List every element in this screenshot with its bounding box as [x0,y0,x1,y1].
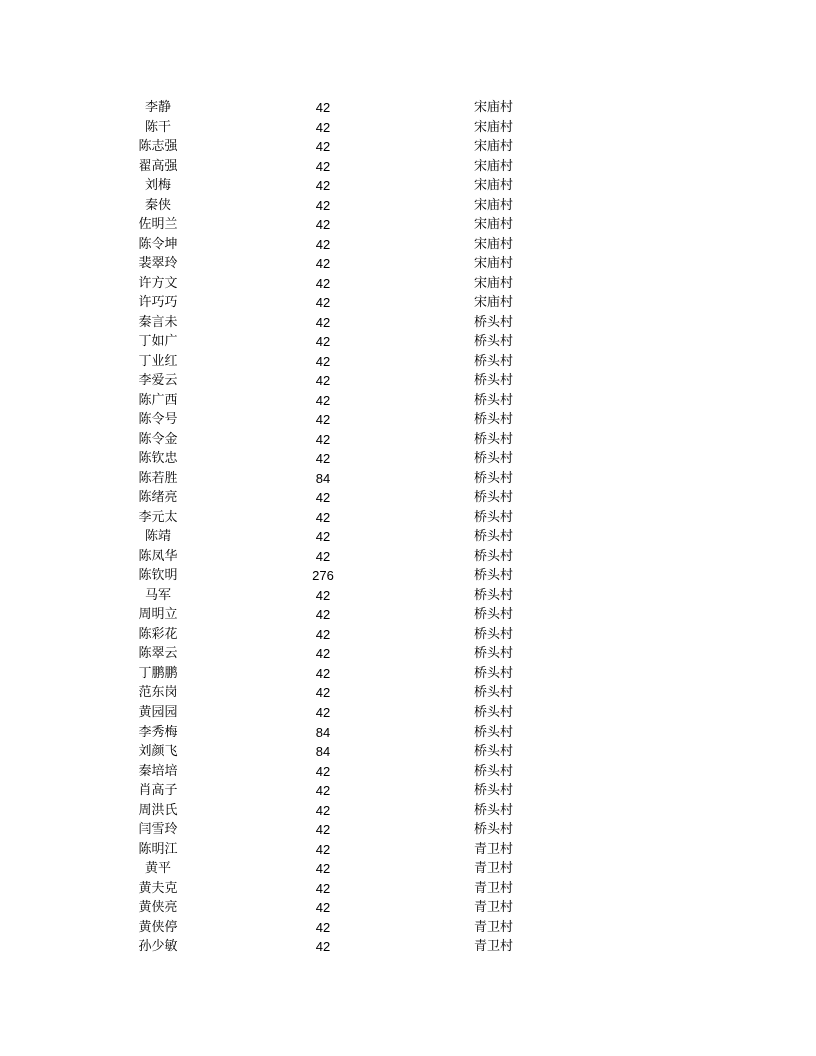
table-row [0,898,816,918]
amount-cell: 42 [315,314,331,330]
name-cell: 陈志强 [138,139,178,155]
name-cell: 黄园园 [138,704,178,720]
village-cell: 宋庙村 [474,139,514,155]
name-cell: 刘颜飞 [138,744,178,760]
amount-cell: 42 [315,587,331,603]
name-cell: 丁业红 [138,353,178,369]
name-cell: 陈令坤 [138,236,178,252]
village-cell: 桥头村 [474,451,514,467]
village-cell: 青卫村 [474,919,514,935]
table-row [0,566,816,586]
name-cell: 黄侠亮 [138,900,178,916]
table-row [0,215,816,235]
village-cell: 桥头村 [474,783,514,799]
name-cell: 许方文 [138,275,178,291]
village-cell: 桥头村 [474,607,514,623]
name-cell: 陈若胜 [138,470,178,486]
village-cell: 宋庙村 [474,197,514,213]
amount-cell: 42 [315,646,331,662]
amount-cell: 42 [315,334,331,350]
village-cell: 桥头村 [474,685,514,701]
name-cell: 马军 [144,587,171,603]
amount-cell: 42 [315,295,331,311]
amount-cell: 42 [315,412,331,428]
amount-cell: 42 [315,607,331,623]
village-cell: 青卫村 [474,939,514,955]
amount-cell: 42 [315,100,331,115]
village-cell: 桥头村 [474,509,514,525]
village-cell: 宋庙村 [474,217,514,233]
table-row [0,274,816,294]
village-cell: 桥头村 [474,744,514,760]
village-cell: 宋庙村 [474,100,514,115]
name-cell: 陈令号 [138,412,178,428]
amount-cell: 42 [315,392,331,408]
village-cell: 桥头村 [474,763,514,779]
amount-cell: 42 [315,802,331,818]
village-cell: 桥头村 [474,470,514,486]
table-row [0,644,816,664]
table-row [0,508,816,528]
name-cell: 周明立 [138,607,178,623]
name-cell: 秦侠 [144,197,171,213]
village-cell: 桥头村 [474,587,514,603]
name-cell: 李元太 [138,509,178,525]
village-cell: 桥头村 [474,802,514,818]
table-row [0,820,816,840]
data-table [0,98,816,957]
table-row [0,605,816,625]
village-cell: 宋庙村 [474,158,514,174]
table-row [0,430,816,450]
amount-cell: 42 [315,275,331,291]
name-cell: 孙少敏 [138,939,178,955]
name-cell: 黄平 [144,861,171,877]
table-row [0,293,816,313]
amount-cell: 42 [315,353,331,369]
table-row [0,157,816,177]
village-cell: 青卫村 [474,880,514,896]
table-row [0,410,816,430]
amount-cell: 42 [315,822,331,838]
name-cell: 周洪氏 [138,802,178,818]
amount-cell: 42 [315,841,331,857]
amount-cell: 42 [315,158,331,174]
name-cell: 秦言未 [138,314,178,330]
name-cell: 李爱云 [138,373,178,389]
name-cell: 秦培培 [138,763,178,779]
village-cell: 桥头村 [474,822,514,838]
amount-cell: 42 [315,685,331,701]
village-cell: 青卫村 [474,900,514,916]
table-row [0,840,816,860]
name-cell: 陈干 [144,119,171,135]
village-cell: 桥头村 [474,353,514,369]
name-cell: 肖高子 [138,783,178,799]
village-cell: 桥头村 [474,431,514,447]
amount-cell: 42 [315,704,331,720]
table-row [0,781,816,801]
amount-cell: 42 [315,217,331,233]
amount-cell: 42 [315,861,331,877]
village-cell: 宋庙村 [474,275,514,291]
table-row [0,801,816,821]
name-cell: 陈彩花 [138,626,178,642]
name-cell: 陈广西 [138,392,178,408]
village-cell: 桥头村 [474,334,514,350]
village-cell: 桥头村 [474,724,514,740]
amount-cell: 42 [315,665,331,681]
name-cell: 陈凤华 [138,548,178,564]
name-cell: 陈钦忠 [138,451,178,467]
amount-cell: 42 [315,197,331,213]
amount-cell: 42 [315,451,331,467]
amount-cell: 42 [315,783,331,799]
amount-cell: 42 [315,880,331,896]
name-cell: 翟高强 [138,158,178,174]
table-row [0,742,816,762]
amount-cell: 42 [315,763,331,779]
village-cell: 宋庙村 [474,256,514,272]
village-cell: 桥头村 [474,392,514,408]
table-row [0,235,816,255]
amount-cell: 42 [315,256,331,272]
amount-cell: 42 [315,900,331,916]
village-cell: 桥头村 [474,548,514,564]
amount-cell: 42 [315,139,331,155]
name-cell: 黄侠停 [138,919,178,935]
table-row [0,703,816,723]
table-row [0,137,816,157]
amount-cell: 84 [315,744,331,760]
name-cell: 丁如广 [138,334,178,350]
amount-cell: 42 [315,178,331,194]
amount-cell: 42 [315,626,331,642]
table-row [0,313,816,333]
name-cell: 许巧巧 [138,295,178,311]
village-cell: 桥头村 [474,373,514,389]
village-cell: 桥头村 [474,412,514,428]
amount-cell: 42 [315,548,331,564]
village-cell: 青卫村 [474,861,514,877]
table-row [0,937,816,957]
amount-cell: 42 [315,490,331,506]
amount-cell: 84 [315,724,331,740]
table-row [0,176,816,196]
table-row [0,254,816,274]
name-cell: 闫雪玲 [138,822,178,838]
table-row [0,196,816,216]
amount-cell: 84 [315,470,331,486]
village-cell: 桥头村 [474,626,514,642]
table-row [0,352,816,372]
table-row [0,332,816,352]
amount-cell: 42 [315,919,331,935]
table-row [0,664,816,684]
name-cell: 李静 [144,100,171,115]
amount-cell: 42 [315,431,331,447]
name-cell: 范东岗 [138,685,178,701]
name-cell: 黄夫克 [138,880,178,896]
table-row [0,371,816,391]
village-cell: 桥头村 [474,529,514,545]
table-row [0,391,816,411]
village-cell: 桥头村 [474,314,514,330]
amount-cell: 42 [315,373,331,389]
name-cell: 丁鹏鹏 [138,665,178,681]
name-cell: 陈翠云 [138,646,178,662]
table-row [0,469,816,489]
table-row [0,488,816,508]
table-row [0,547,816,567]
amount-cell: 42 [315,236,331,252]
village-cell: 青卫村 [474,841,514,857]
village-cell: 桥头村 [474,490,514,506]
village-cell: 宋庙村 [474,178,514,194]
name-cell: 佐明兰 [138,217,178,233]
village-cell: 桥头村 [474,665,514,681]
table-row [0,118,816,138]
village-cell: 桥头村 [474,704,514,720]
name-cell: 陈明江 [138,841,178,857]
table-row [0,625,816,645]
amount-cell: 42 [315,119,331,135]
table-row [0,586,816,606]
name-cell: 裴翠玲 [138,256,178,272]
village-cell: 宋庙村 [474,295,514,311]
amount-cell: 42 [315,529,331,545]
name-cell: 陈令金 [138,431,178,447]
name-cell: 刘梅 [144,178,171,194]
village-cell: 宋庙村 [474,236,514,252]
village-cell: 桥头村 [474,646,514,662]
table-row [0,449,816,469]
table-row [0,859,816,879]
name-cell: 陈绪亮 [138,490,178,506]
village-cell: 宋庙村 [474,119,514,135]
name-cell: 陈靖 [144,529,171,545]
village-cell: 桥头村 [474,568,514,584]
table-row [0,683,816,703]
table-row [0,762,816,782]
table-row [0,527,816,547]
table-row [0,723,816,743]
table-row [0,918,816,938]
name-cell: 陈钦明 [138,568,178,584]
amount-cell: 276 [312,568,334,584]
table-row [0,98,816,118]
amount-cell: 42 [315,509,331,525]
name-cell: 李秀梅 [138,724,178,740]
table-row [0,879,816,899]
amount-cell: 42 [315,939,331,955]
